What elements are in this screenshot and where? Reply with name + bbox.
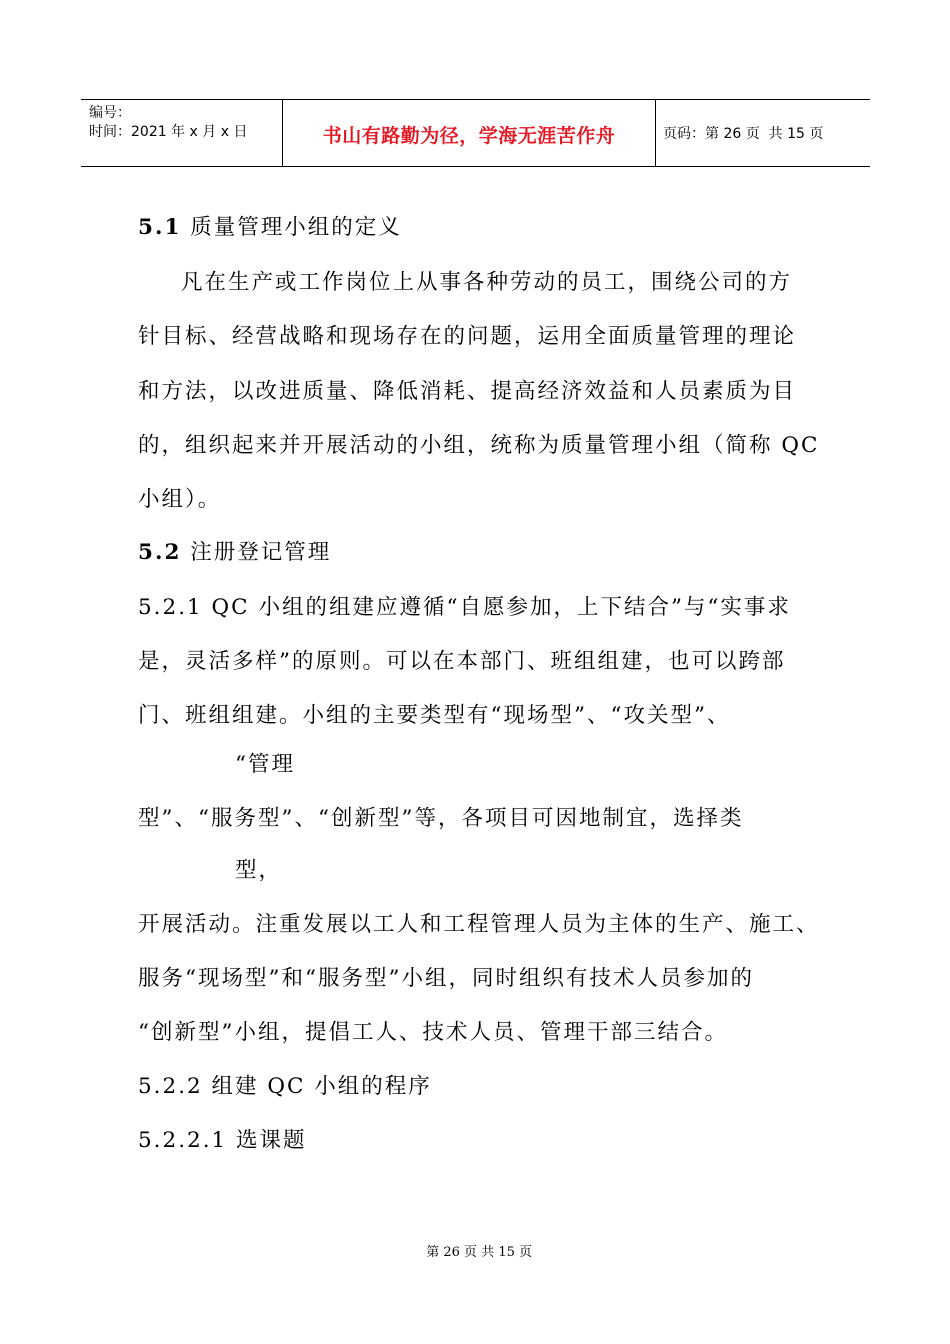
section-heading-5-1 [138, 213, 402, 243]
subsection-heading-5-2-2-1: 5.2.2.1 选课题 [138, 1128, 307, 1153]
paragraph-line: 型， [235, 858, 283, 883]
header-meta [81, 100, 283, 166]
section-heading-5-2 [138, 538, 331, 568]
page-footer [0, 1226, 950, 1260]
section-title: 质量管理小组的定义 [190, 215, 402, 240]
paragraph-line: 凡在生产或工作岗位上从事各种劳动的员工，围绕公司的方 [181, 270, 793, 295]
section-number: 5.1 [138, 215, 182, 240]
header-time-label: 时间：2021 年 x 月 x 日 [89, 124, 248, 140]
paragraph-line: “创新型”小组，提倡工人、技术人员、管理干部三结合。 [138, 1020, 728, 1045]
header-code-label: 编号： [89, 105, 131, 121]
paragraph-line: 5.2.1 QC 小组的组建应遵循“自愿参加，上下结合”与“实事求 [138, 595, 791, 620]
paragraph-line: 开展活动。注重发展以工人和工程管理人员为主体的生产、施工、 [138, 912, 820, 937]
paragraph-line: “管理 [235, 752, 295, 777]
paragraph-line: 和方法，以改进质量、降低消耗、提高经济效益和人员素质为目 [138, 379, 797, 404]
paragraph-line: 是，灵活多样”的原则。可以在本部门、班组组建，也可以跨部 [138, 649, 786, 674]
document-header [81, 99, 870, 167]
header-page-label: 页码：第 26 页 共 15 页 [663, 126, 824, 142]
paragraph-line: 小组）。 [138, 487, 222, 512]
header-motto: 书山有路勤为径，学海无涯苦作舟 [322, 124, 616, 147]
subsection-heading-5-2-2: 5.2.2 组建 QC 小组的程序 [138, 1074, 432, 1099]
section-number: 5.2 [138, 540, 182, 565]
footer-page-number: 第 26 页 共 15 页 [426, 1245, 532, 1260]
paragraph-line: 型”、“服务型”、“创新型”等，各项目可因地制宜，选择类 [138, 806, 744, 831]
paragraph-line: 服务“现场型”和“服务型”小组，同时组织有技术人员参加的 [138, 966, 754, 991]
header-page-cell [656, 100, 870, 166]
paragraph-line: 针目标、经营战略和现场存在的问题，运用全面质量管理的理论 [138, 324, 797, 349]
header-motto-cell [283, 100, 656, 166]
paragraph-line: 的，组织起来并开展活动的小组，统称为质量管理小组（简称 QC [138, 433, 820, 458]
section-title: 注册登记管理 [190, 540, 332, 565]
paragraph-line: 门、班组组建。小组的主要类型有“现场型”、“攻关型”、 [138, 703, 731, 728]
